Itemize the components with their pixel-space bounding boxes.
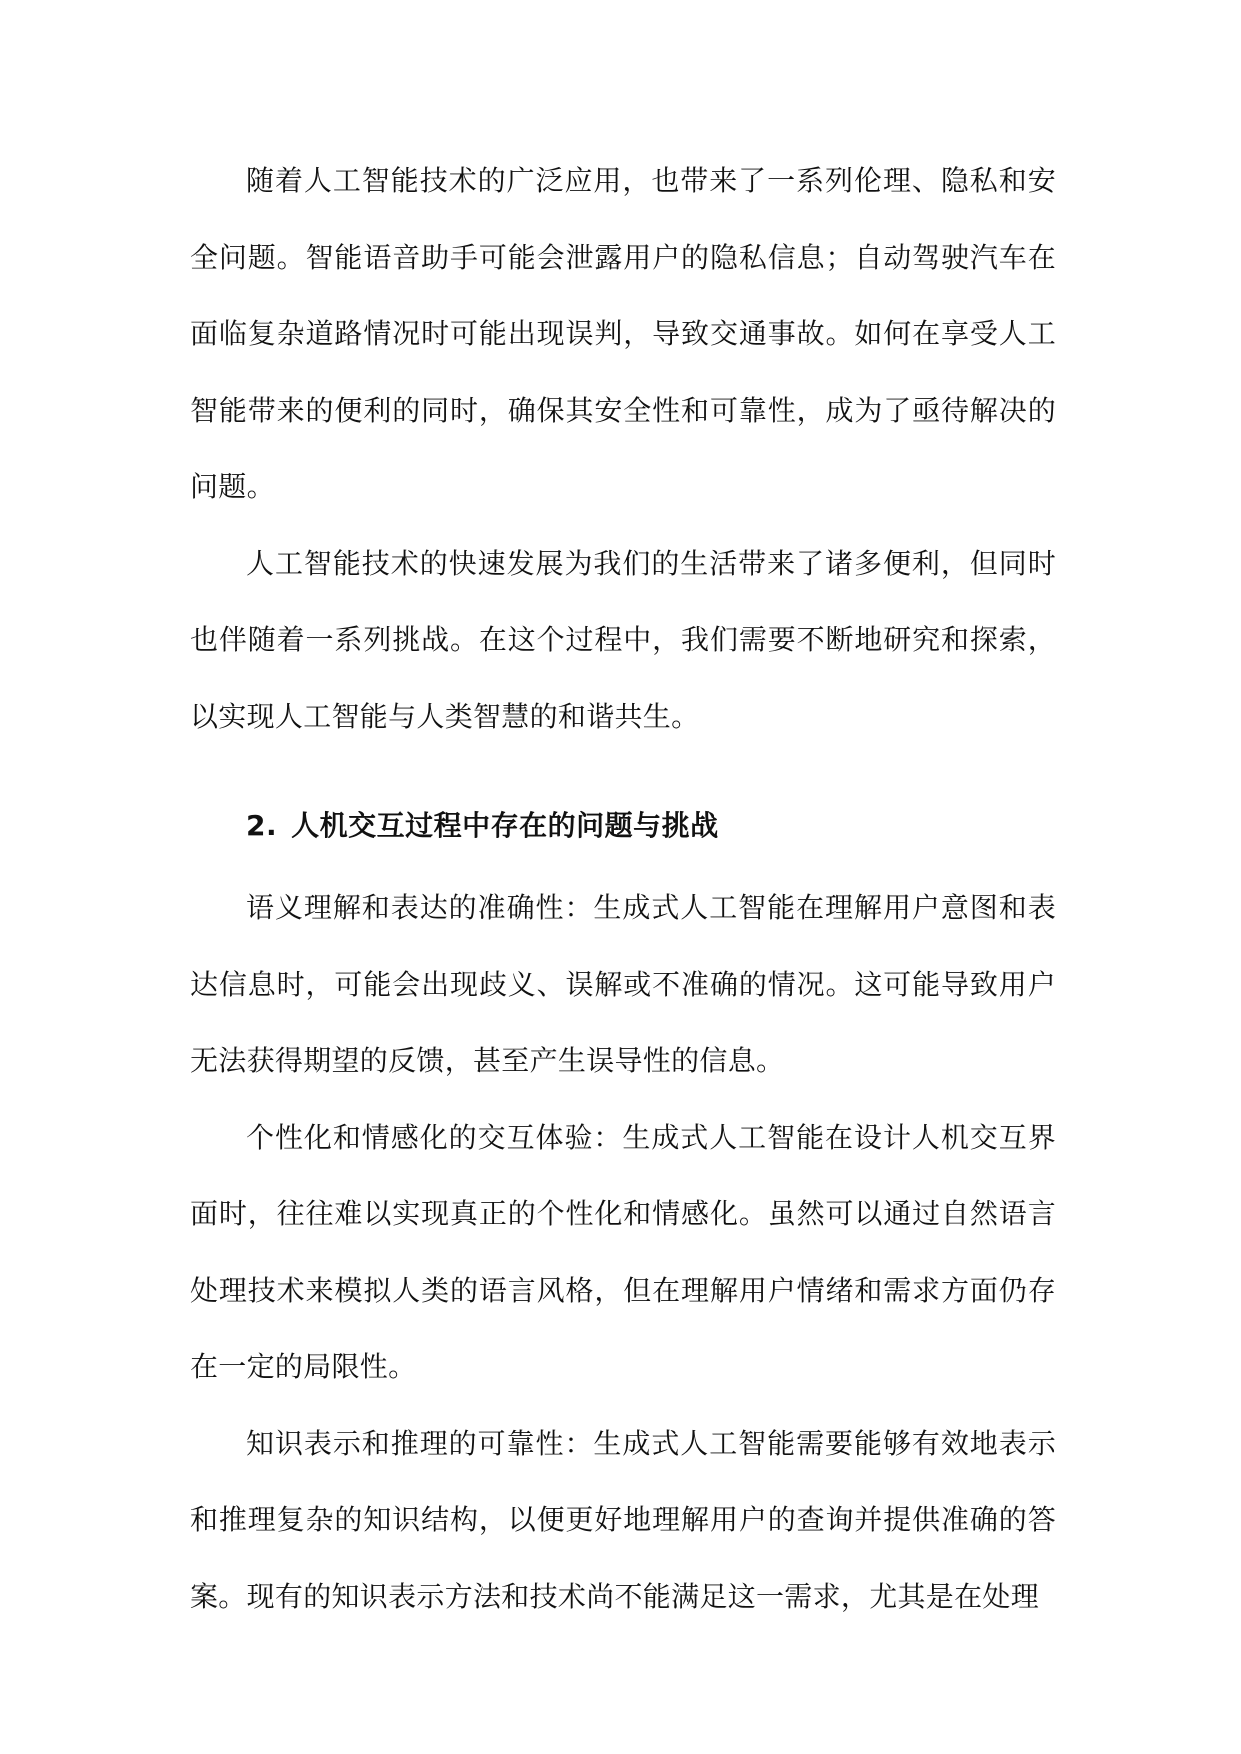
section-number: 2.: [246, 809, 278, 842]
paragraph-semantic-accuracy: 语义理解和表达的准确性：生成式人工智能在理解用户意图和表达信息时，可能会出现歧义、误解或不准确的情况。这可能导致用户无法获得期望的反馈，甚至产生误导性的信息。: [190, 891, 1056, 1077]
section-heading: [190, 755, 1056, 870]
document-body: [190, 143, 1056, 1635]
section-title: 人机交互过程中存在的问题与挑战: [291, 809, 719, 842]
paragraph-ethics-privacy: 随着人工智能技术的广泛应用，也带来了一系列伦理、隐私和安全问题。智能语音助手可能会泄露用户的隐私信息；自动驾驶汽车在面临复杂道路情况时可能出现误判，导致交通事故。如何在享受人工智能带来的便利的同时，确保其安全性和可靠性，成为了亟待解决的问题。: [190, 164, 1056, 503]
paragraph-personalization: 个性化和情感化的交互体验：生成式人工智能在设计人机交互界面时，往往难以实现真正的个性化和情感化。虽然可以通过自然语言处理技术来模拟人类的语言风格，但在理解用户情绪和需求方面仍存在一定的局限性。: [190, 1120, 1056, 1383]
paragraph-summary: 人工智能技术的快速发展为我们的生活带来了诸多便利，但同时也伴随着一系列挑战。在这个过程中，我们需要不断地研究和探索，以实现人工智能与人类智慧的和谐共生。: [190, 546, 1056, 733]
paragraph-knowledge-reasoning: 知识表示和推理的可靠性：生成式人工智能需要能够有效地表示和推理复杂的知识结构，以便更好地理解用户的查询并提供准确的答案。现有的知识表示方法和技术尚不能满足这一需求，尤其是在处理: [190, 1426, 1056, 1613]
